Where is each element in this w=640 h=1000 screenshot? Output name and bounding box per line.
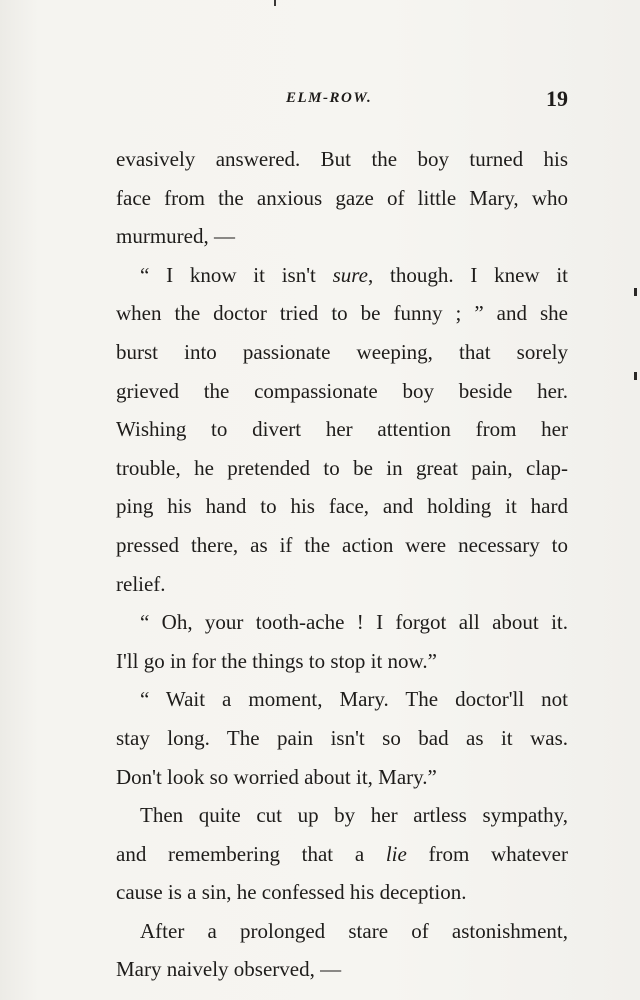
text-line: After a prolonged stare of astonishment, — [140, 918, 568, 943]
text-line: Then quite cut up by her artless sympathy, — [140, 803, 568, 828]
margin-mark — [634, 288, 637, 296]
text-line: cause is a sin, he confessed his deception. — [116, 880, 467, 905]
text-line: ping his hand to his face, and holding it hard — [116, 494, 568, 519]
body-text — [116, 140, 568, 989]
text-line: Wishing to divert her attention from her — [116, 417, 568, 442]
text-line: stay long. The pain isn't so bad as it was. — [116, 725, 568, 750]
text-line: “ Wait a moment, Mary. The doctor'll not — [140, 687, 568, 712]
text-line: pressed there, as if the action were necessary to — [116, 532, 568, 557]
text-line: I'll go in for the things to stop it now.” — [116, 648, 437, 673]
text-line: “ Oh, your tooth-ache ! I forgot all about it. — [140, 610, 568, 635]
text-line: evasively answered. But the boy turned his — [116, 147, 568, 171]
text-line: and remembering that a lie from whatever — [116, 841, 568, 866]
text-line: when the doctor tried to be funny ; ” and she — [116, 301, 568, 326]
text-line: “ I know it isn't sure, though. I knew it — [140, 262, 568, 287]
italic-word: sure — [332, 262, 368, 287]
text-line: murmured, — — [116, 224, 235, 249]
text-line: relief. — [116, 571, 166, 596]
margin-mark — [634, 372, 637, 380]
text-line: trouble, he pretended to be in great pain, clap- — [116, 455, 568, 480]
text-line: face from the anxious gaze of little Mary, who — [116, 185, 568, 210]
page-edge-mark — [274, 0, 276, 6]
text-line: burst into passionate weeping, that sorely — [116, 339, 568, 364]
running-title: ELM-ROW. — [286, 90, 373, 106]
running-head — [118, 86, 568, 116]
text-line: Mary naively observed, — — [116, 957, 342, 982]
text-line: grieved the compassionate boy beside her. — [116, 378, 568, 403]
italic-word: lie — [385, 841, 407, 866]
text-line: Don't look so worried about it, Mary.” — [116, 764, 437, 789]
page-number: 19 — [546, 86, 568, 111]
